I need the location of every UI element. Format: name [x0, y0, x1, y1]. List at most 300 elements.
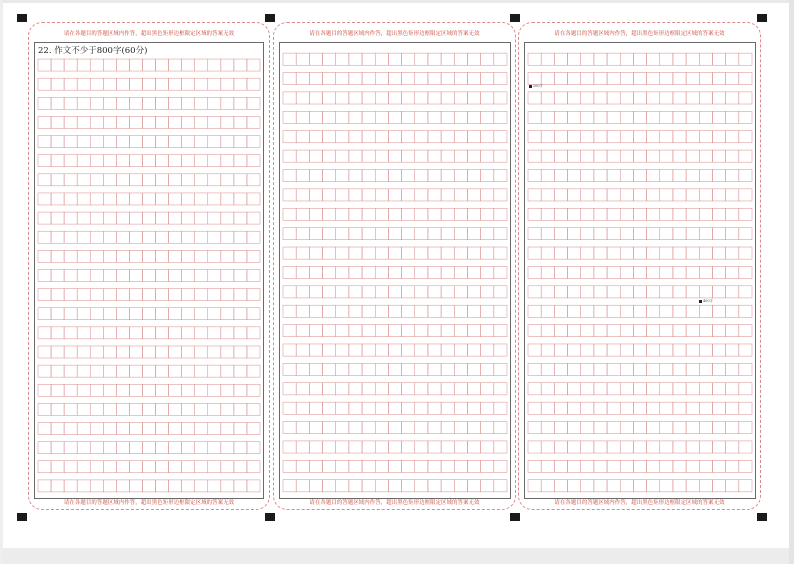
grid-cell[interactable] — [415, 189, 428, 201]
grid-cell[interactable] — [296, 228, 309, 240]
grid-cell[interactable] — [182, 116, 195, 128]
grid-cell[interactable] — [568, 131, 581, 143]
grid-cell[interactable] — [336, 53, 349, 65]
grid-cell[interactable] — [221, 384, 234, 396]
grid-cell[interactable] — [647, 169, 660, 181]
grid-cell[interactable] — [156, 269, 169, 281]
grid-cell[interactable] — [142, 480, 155, 492]
grid-cell[interactable] — [528, 208, 541, 220]
grid-cell[interactable] — [247, 250, 260, 262]
grid-cell[interactable] — [415, 247, 428, 259]
grid-cell[interactable] — [647, 208, 660, 220]
grid-cell[interactable] — [633, 150, 646, 162]
grid-cell[interactable] — [481, 247, 494, 259]
grid-cell[interactable] — [581, 169, 594, 181]
grid-cell[interactable] — [712, 325, 725, 337]
grid-cell[interactable] — [234, 78, 247, 90]
grid-cell[interactable] — [568, 228, 581, 240]
grid-cell[interactable] — [739, 286, 752, 298]
grid-cell[interactable] — [712, 73, 725, 85]
grid-cell[interactable] — [336, 92, 349, 104]
grid-cell[interactable] — [362, 228, 375, 240]
grid-cell[interactable] — [467, 266, 480, 278]
grid-cell[interactable] — [51, 346, 64, 358]
grid-row[interactable] — [38, 461, 260, 473]
grid-cell[interactable] — [221, 308, 234, 320]
grid-cell[interactable] — [38, 384, 51, 396]
grid-cell[interactable] — [541, 441, 554, 453]
grid-cell[interactable] — [309, 480, 322, 492]
grid-cell[interactable] — [116, 423, 129, 435]
grid-cell[interactable] — [182, 423, 195, 435]
grid-cell[interactable] — [620, 363, 633, 375]
grid-cell[interactable] — [362, 305, 375, 317]
grid-cell[interactable] — [90, 403, 103, 415]
grid-cell[interactable] — [441, 131, 454, 143]
grid-cell[interactable] — [528, 111, 541, 123]
grid-cell[interactable] — [581, 402, 594, 414]
grid-cell[interactable] — [454, 247, 467, 259]
grid-cell[interactable] — [428, 402, 441, 414]
grid-cell[interactable] — [620, 189, 633, 201]
grid-cell[interactable] — [428, 460, 441, 472]
grid-cell[interactable] — [103, 174, 116, 186]
grid-cell[interactable] — [481, 402, 494, 414]
grid-cell[interactable] — [686, 286, 699, 298]
grid-cell[interactable] — [673, 305, 686, 317]
grid-cell[interactable] — [428, 325, 441, 337]
grid-cell[interactable] — [64, 59, 77, 71]
grid-cell[interactable] — [428, 169, 441, 181]
grid-cell[interactable] — [349, 266, 362, 278]
grid-cell[interactable] — [234, 327, 247, 339]
grid-cell[interactable] — [739, 73, 752, 85]
grid-cell[interactable] — [541, 325, 554, 337]
grid-cell[interactable] — [38, 480, 51, 492]
grid-row[interactable] — [283, 480, 507, 492]
grid-cell[interactable] — [323, 480, 336, 492]
grid-cell[interactable] — [647, 363, 660, 375]
grid-cell[interactable] — [208, 269, 221, 281]
grid-cell[interactable] — [660, 480, 673, 492]
grid-cell[interactable] — [362, 325, 375, 337]
grid-cell[interactable] — [441, 53, 454, 65]
grid-cell[interactable] — [208, 59, 221, 71]
grid-cell[interactable] — [528, 480, 541, 492]
grid-cell[interactable] — [349, 111, 362, 123]
grid-cell[interactable] — [660, 73, 673, 85]
grid-cell[interactable] — [594, 150, 607, 162]
grid-cell[interactable] — [38, 308, 51, 320]
grid-cell[interactable] — [712, 422, 725, 434]
grid-cell[interactable] — [454, 169, 467, 181]
grid-cell[interactable] — [195, 423, 208, 435]
grid-cell[interactable] — [568, 266, 581, 278]
grid-cell[interactable] — [77, 174, 90, 186]
grid-cell[interactable] — [541, 53, 554, 65]
grid-cell[interactable] — [38, 327, 51, 339]
grid-cell[interactable] — [660, 363, 673, 375]
grid-cell[interactable] — [64, 423, 77, 435]
grid-cell[interactable] — [64, 174, 77, 186]
grid-cell[interactable] — [607, 53, 620, 65]
grid-row[interactable] — [528, 266, 752, 278]
grid-cell[interactable] — [528, 266, 541, 278]
grid-cell[interactable] — [375, 480, 388, 492]
grid-cell[interactable] — [247, 327, 260, 339]
grid-cell[interactable] — [415, 228, 428, 240]
grid-cell[interactable] — [323, 169, 336, 181]
grid-cell[interactable] — [103, 212, 116, 224]
grid-cell[interactable] — [38, 97, 51, 109]
grid-row[interactable] — [528, 228, 752, 240]
grid-cell[interactable] — [660, 150, 673, 162]
grid-cell[interactable] — [349, 189, 362, 201]
grid-cell[interactable] — [247, 442, 260, 454]
grid-cell[interactable] — [673, 344, 686, 356]
grid-cell[interactable] — [739, 247, 752, 259]
grid-cell[interactable] — [234, 289, 247, 301]
grid-cell[interactable] — [581, 383, 594, 395]
grid-cell[interactable] — [195, 250, 208, 262]
grid-cell[interactable] — [234, 59, 247, 71]
grid-cell[interactable] — [195, 346, 208, 358]
grid-cell[interactable] — [581, 131, 594, 143]
grid-cell[interactable] — [568, 363, 581, 375]
grid-cell[interactable] — [234, 308, 247, 320]
grid-row[interactable] — [283, 73, 507, 85]
grid-cell[interactable] — [116, 78, 129, 90]
grid-cell[interactable] — [726, 169, 739, 181]
grid-cell[interactable] — [309, 363, 322, 375]
grid-cell[interactable] — [283, 460, 296, 472]
grid-cell[interactable] — [234, 269, 247, 281]
grid-cell[interactable] — [77, 403, 90, 415]
grid-cell[interactable] — [247, 231, 260, 243]
grid-cell[interactable] — [90, 59, 103, 71]
grid-cell[interactable] — [247, 289, 260, 301]
grid-cell[interactable] — [607, 92, 620, 104]
grid-cell[interactable] — [64, 365, 77, 377]
grid-cell[interactable] — [375, 363, 388, 375]
grid-cell[interactable] — [541, 189, 554, 201]
grid-cell[interactable] — [712, 247, 725, 259]
grid-cell[interactable] — [594, 266, 607, 278]
grid-row[interactable] — [528, 441, 752, 453]
grid-cell[interactable] — [620, 344, 633, 356]
grid-cell[interactable] — [428, 363, 441, 375]
grid-cell[interactable] — [528, 363, 541, 375]
grid-cell[interactable] — [726, 92, 739, 104]
grid-row[interactable] — [38, 346, 260, 358]
grid-cell[interactable] — [221, 346, 234, 358]
grid-cell[interactable] — [283, 402, 296, 414]
grid-row[interactable] — [283, 247, 507, 259]
grid-cell[interactable] — [633, 325, 646, 337]
grid-cell[interactable] — [90, 480, 103, 492]
grid-cell[interactable] — [182, 231, 195, 243]
grid-cell[interactable] — [142, 346, 155, 358]
grid-cell[interactable] — [581, 363, 594, 375]
grid-cell[interactable] — [660, 189, 673, 201]
grid-cell[interactable] — [607, 228, 620, 240]
grid-cell[interactable] — [38, 250, 51, 262]
grid-cell[interactable] — [494, 150, 507, 162]
grid-cell[interactable] — [467, 208, 480, 220]
grid-cell[interactable] — [388, 150, 401, 162]
grid-cell[interactable] — [349, 460, 362, 472]
grid-cell[interactable] — [402, 286, 415, 298]
grid-cell[interactable] — [739, 344, 752, 356]
grid-cell[interactable] — [156, 116, 169, 128]
grid-cell[interactable] — [568, 383, 581, 395]
grid-cell[interactable] — [51, 212, 64, 224]
grid-cell[interactable] — [594, 189, 607, 201]
grid-cell[interactable] — [660, 460, 673, 472]
grid-cell[interactable] — [581, 480, 594, 492]
grid-cell[interactable] — [182, 365, 195, 377]
grid-cell[interactable] — [169, 136, 182, 148]
grid-cell[interactable] — [647, 111, 660, 123]
grid-cell[interactable] — [620, 92, 633, 104]
grid-cell[interactable] — [647, 441, 660, 453]
grid-row[interactable] — [283, 422, 507, 434]
grid-cell[interactable] — [103, 289, 116, 301]
grid-cell[interactable] — [428, 150, 441, 162]
grid-cell[interactable] — [712, 402, 725, 414]
grid-cell[interactable] — [142, 442, 155, 454]
grid-cell[interactable] — [528, 422, 541, 434]
grid-cell[interactable] — [247, 365, 260, 377]
grid-cell[interactable] — [103, 97, 116, 109]
grid-cell[interactable] — [221, 365, 234, 377]
grid-cell[interactable] — [428, 247, 441, 259]
grid-cell[interactable] — [129, 116, 142, 128]
grid-cell[interactable] — [116, 155, 129, 167]
grid-row[interactable] — [38, 116, 260, 128]
grid-cell[interactable] — [441, 441, 454, 453]
grid-cell[interactable] — [699, 247, 712, 259]
grid-cell[interactable] — [221, 78, 234, 90]
grid-cell[interactable] — [169, 269, 182, 281]
grid-cell[interactable] — [441, 150, 454, 162]
grid-cell[interactable] — [739, 305, 752, 317]
grid-cell[interactable] — [116, 174, 129, 186]
grid-row[interactable] — [283, 305, 507, 317]
grid-cell[interactable] — [103, 59, 116, 71]
grid-cell[interactable] — [323, 460, 336, 472]
grid-cell[interactable] — [182, 212, 195, 224]
grid-cell[interactable] — [481, 189, 494, 201]
grid-row[interactable] — [283, 325, 507, 337]
grid-row[interactable] — [38, 231, 260, 243]
grid-cell[interactable] — [296, 480, 309, 492]
grid-cell[interactable] — [90, 442, 103, 454]
grid-cell[interactable] — [541, 305, 554, 317]
grid-cell[interactable] — [195, 136, 208, 148]
grid-cell[interactable] — [568, 150, 581, 162]
grid-cell[interactable] — [428, 111, 441, 123]
grid-cell[interactable] — [362, 460, 375, 472]
grid-cell[interactable] — [554, 228, 567, 240]
grid-cell[interactable] — [541, 92, 554, 104]
grid-cell[interactable] — [528, 131, 541, 143]
grid-cell[interactable] — [156, 289, 169, 301]
grid-cell[interactable] — [221, 174, 234, 186]
grid-cell[interactable] — [494, 247, 507, 259]
grid-cell[interactable] — [208, 480, 221, 492]
grid-cell[interactable] — [90, 250, 103, 262]
grid-cell[interactable] — [441, 189, 454, 201]
grid-cell[interactable] — [441, 111, 454, 123]
grid-cell[interactable] — [415, 73, 428, 85]
grid-cell[interactable] — [660, 228, 673, 240]
grid-cell[interactable] — [673, 150, 686, 162]
grid-cell[interactable] — [686, 266, 699, 278]
grid-cell[interactable] — [441, 92, 454, 104]
grid-cell[interactable] — [581, 208, 594, 220]
grid-cell[interactable] — [51, 193, 64, 205]
grid-cell[interactable] — [129, 59, 142, 71]
grid-cell[interactable] — [607, 402, 620, 414]
grid-cell[interactable] — [481, 422, 494, 434]
grid-cell[interactable] — [64, 136, 77, 148]
grid-cell[interactable] — [402, 111, 415, 123]
grid-cell[interactable] — [208, 174, 221, 186]
grid-cell[interactable] — [726, 305, 739, 317]
grid-cell[interactable] — [169, 155, 182, 167]
grid-cell[interactable] — [441, 383, 454, 395]
grid-cell[interactable] — [375, 208, 388, 220]
grid-cell[interactable] — [739, 266, 752, 278]
grid-cell[interactable] — [494, 460, 507, 472]
grid-cell[interactable] — [660, 131, 673, 143]
grid-cell[interactable] — [633, 363, 646, 375]
grid-cell[interactable] — [660, 53, 673, 65]
grid-cell[interactable] — [349, 228, 362, 240]
grid-cell[interactable] — [169, 193, 182, 205]
grid-cell[interactable] — [309, 169, 322, 181]
grid-cell[interactable] — [38, 193, 51, 205]
grid-cell[interactable] — [699, 111, 712, 123]
grid-cell[interactable] — [415, 208, 428, 220]
grid-cell[interactable] — [402, 266, 415, 278]
grid-cell[interactable] — [554, 266, 567, 278]
grid-cell[interactable] — [528, 402, 541, 414]
grid-cell[interactable] — [494, 53, 507, 65]
grid-row[interactable] — [283, 189, 507, 201]
grid-cell[interactable] — [554, 422, 567, 434]
grid-cell[interactable] — [323, 73, 336, 85]
grid-cell[interactable] — [726, 228, 739, 240]
grid-cell[interactable] — [296, 402, 309, 414]
grid-cell[interactable] — [607, 266, 620, 278]
grid-cell[interactable] — [375, 422, 388, 434]
grid-cell[interactable] — [647, 480, 660, 492]
grid-cell[interactable] — [221, 403, 234, 415]
grid-cell[interactable] — [169, 116, 182, 128]
grid-cell[interactable] — [38, 289, 51, 301]
grid-cell[interactable] — [309, 305, 322, 317]
grid-cell[interactable] — [103, 269, 116, 281]
grid-cell[interactable] — [195, 174, 208, 186]
grid-cell[interactable] — [103, 116, 116, 128]
grid-cell[interactable] — [283, 189, 296, 201]
grid-cell[interactable] — [620, 53, 633, 65]
grid-cell[interactable] — [234, 231, 247, 243]
grid-cell[interactable] — [169, 327, 182, 339]
grid-cell[interactable] — [554, 73, 567, 85]
grid-cell[interactable] — [296, 73, 309, 85]
grid-cell[interactable] — [336, 480, 349, 492]
grid-cell[interactable] — [221, 269, 234, 281]
grid-cell[interactable] — [309, 53, 322, 65]
grid-cell[interactable] — [415, 441, 428, 453]
grid-cell[interactable] — [156, 174, 169, 186]
grid-cell[interactable] — [568, 460, 581, 472]
grid-cell[interactable] — [594, 363, 607, 375]
grid-cell[interactable] — [415, 92, 428, 104]
grid-cell[interactable] — [541, 383, 554, 395]
grid-cell[interactable] — [660, 92, 673, 104]
grid-cell[interactable] — [195, 384, 208, 396]
grid-cell[interactable] — [103, 461, 116, 473]
grid-cell[interactable] — [247, 212, 260, 224]
grid-cell[interactable] — [454, 131, 467, 143]
grid-cell[interactable] — [323, 441, 336, 453]
grid-cell[interactable] — [467, 92, 480, 104]
grid-cell[interactable] — [208, 423, 221, 435]
grid-cell[interactable] — [296, 422, 309, 434]
grid-cell[interactable] — [323, 286, 336, 298]
grid-cell[interactable] — [686, 73, 699, 85]
grid-cell[interactable] — [428, 208, 441, 220]
grid-cell[interactable] — [620, 73, 633, 85]
grid-cell[interactable] — [77, 116, 90, 128]
grid-cell[interactable] — [402, 460, 415, 472]
grid-cell[interactable] — [195, 365, 208, 377]
grid-cell[interactable] — [467, 363, 480, 375]
grid-cell[interactable] — [182, 174, 195, 186]
grid-cell[interactable] — [454, 441, 467, 453]
grid-cell[interactable] — [182, 59, 195, 71]
grid-cell[interactable] — [686, 344, 699, 356]
grid-cell[interactable] — [686, 111, 699, 123]
grid-cell[interactable] — [375, 286, 388, 298]
grid-cell[interactable] — [51, 78, 64, 90]
grid-cell[interactable] — [568, 92, 581, 104]
grid-cell[interactable] — [129, 250, 142, 262]
grid-cell[interactable] — [362, 363, 375, 375]
grid-cell[interactable] — [195, 59, 208, 71]
grid-cell[interactable] — [739, 460, 752, 472]
grid-cell[interactable] — [620, 111, 633, 123]
grid-cell[interactable] — [234, 193, 247, 205]
grid-cell[interactable] — [129, 308, 142, 320]
grid-row[interactable] — [38, 308, 260, 320]
grid-cell[interactable] — [712, 266, 725, 278]
grid-cell[interactable] — [402, 208, 415, 220]
grid-cell[interactable] — [182, 346, 195, 358]
grid-cell[interactable] — [607, 131, 620, 143]
grid-cell[interactable] — [90, 231, 103, 243]
grid-cell[interactable] — [323, 53, 336, 65]
grid-cell[interactable] — [633, 286, 646, 298]
grid-cell[interactable] — [428, 53, 441, 65]
grid-cell[interactable] — [129, 346, 142, 358]
grid-cell[interactable] — [699, 286, 712, 298]
grid-cell[interactable] — [541, 363, 554, 375]
